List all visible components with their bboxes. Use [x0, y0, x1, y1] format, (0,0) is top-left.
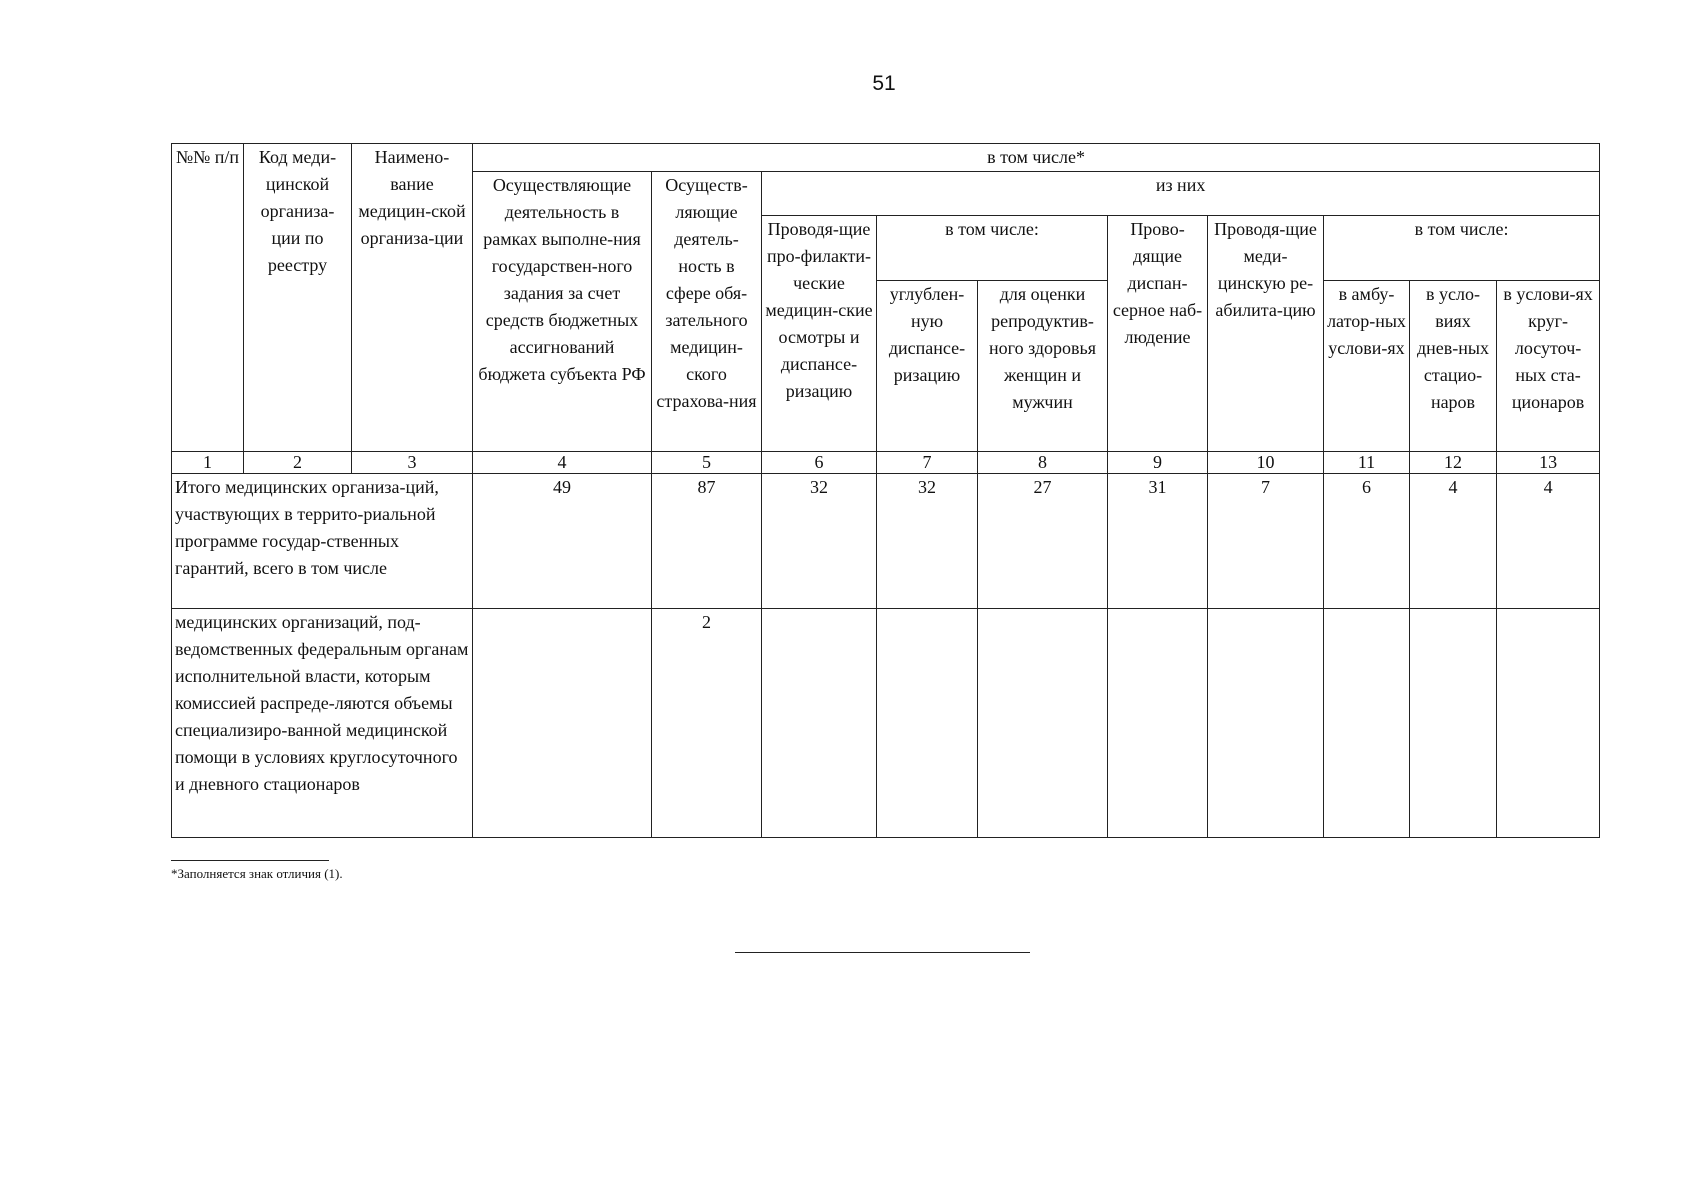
header-name: Наимено-вание медицин-ской организа-ции: [352, 144, 473, 452]
column-number-row: [172, 452, 1600, 474]
table-cell: 31: [1108, 474, 1208, 609]
table-cell: [1497, 609, 1600, 838]
column-number: 10: [1208, 452, 1324, 474]
header-ambulatory: в амбу-латор-ных услови-ях: [1324, 281, 1410, 452]
header-disp-observation: Прово-дящие диспан-серное наб-людение: [1108, 216, 1208, 452]
table-row-total: [172, 474, 1600, 609]
table-cell: [1108, 609, 1208, 838]
header-prof-exams: Проводя-щие про-филакти-ческие медицин-ские осмотры и диспансе-ризацию: [762, 216, 877, 452]
header-code: Код меди-цинской организа-ции по реестру: [244, 144, 352, 452]
table-cell: [1324, 609, 1410, 838]
header-including-2: в том числе:: [1324, 216, 1600, 281]
header-round-hospital: в услови-ях круг-лосуточ-ных ста-ционаров: [1497, 281, 1600, 452]
page-number: 51: [872, 72, 896, 95]
column-number: 11: [1324, 452, 1410, 474]
column-number: 4: [473, 452, 652, 474]
footnote-divider: [171, 860, 329, 861]
table-row-federal: [172, 609, 1600, 838]
end-divider: [735, 952, 1030, 953]
table-cell: 87: [652, 474, 762, 609]
data-table: [171, 143, 1600, 838]
column-number: 6: [762, 452, 877, 474]
table-cell: [978, 609, 1108, 838]
column-number: 8: [978, 452, 1108, 474]
header-day-hospital: в усло-виях днев-ных стацио-наров: [1410, 281, 1497, 452]
column-number: 2: [244, 452, 352, 474]
table-cell: 7: [1208, 474, 1324, 609]
column-number: 13: [1497, 452, 1600, 474]
column-number: 5: [652, 452, 762, 474]
table-cell: [762, 609, 877, 838]
table-cell: 4: [1497, 474, 1600, 609]
column-number: 12: [1410, 452, 1497, 474]
header-no: №№ п/п: [172, 144, 244, 452]
row-label: Итого медицинских организа-ций, участвующих в террито-риальной программе государ-ственных гарантий, всего в том числе: [172, 474, 473, 609]
table-cell: 2: [652, 609, 762, 838]
table-cell: [473, 609, 652, 838]
table-cell: 4: [1410, 474, 1497, 609]
table-cell: 32: [877, 474, 978, 609]
column-number: 3: [352, 452, 473, 474]
table-cell: [877, 609, 978, 838]
row-label: медицинских организаций, под-ведомственных федеральным органам исполнительной власти, которым комиссией распреде-ляются объемы специализиро-ванной медицинской помощи в условиях круглосуточного и дневного стационаров: [172, 609, 473, 838]
table-cell: 27: [978, 474, 1108, 609]
header-of-them: из них: [762, 172, 1600, 216]
table-cell: 6: [1324, 474, 1410, 609]
table-cell: [1410, 609, 1497, 838]
header-deep-disp: углублен-ную диспансе-ризацию: [877, 281, 978, 452]
table-cell: [1208, 609, 1324, 838]
column-number: 1: [172, 452, 244, 474]
footnote: *Заполняется знак отличия (1).: [171, 866, 343, 881]
column-number: 7: [877, 452, 978, 474]
header-rehabilitation: Проводя-щие меди-цинскую ре-абилита-цию: [1208, 216, 1324, 452]
table-cell: 49: [473, 474, 652, 609]
header-oms: Осуществ-ляющие деятель-ность в сфере обя-зательного медицин-ского страхова-ния: [652, 172, 762, 452]
header-state-task: Осуществляющие деятельность в рамках выполне-ния государствен-ного задания за счет средств бюджетных ассигнований бюджета субъекта РФ: [473, 172, 652, 452]
header-reproductive: для оценки репродуктив-ного здоровья женщин и мужчин: [978, 281, 1108, 452]
column-number: 9: [1108, 452, 1208, 474]
table-cell: 32: [762, 474, 877, 609]
header-including: в том числе*: [473, 144, 1600, 172]
header-including-1: в том числе:: [877, 216, 1108, 281]
